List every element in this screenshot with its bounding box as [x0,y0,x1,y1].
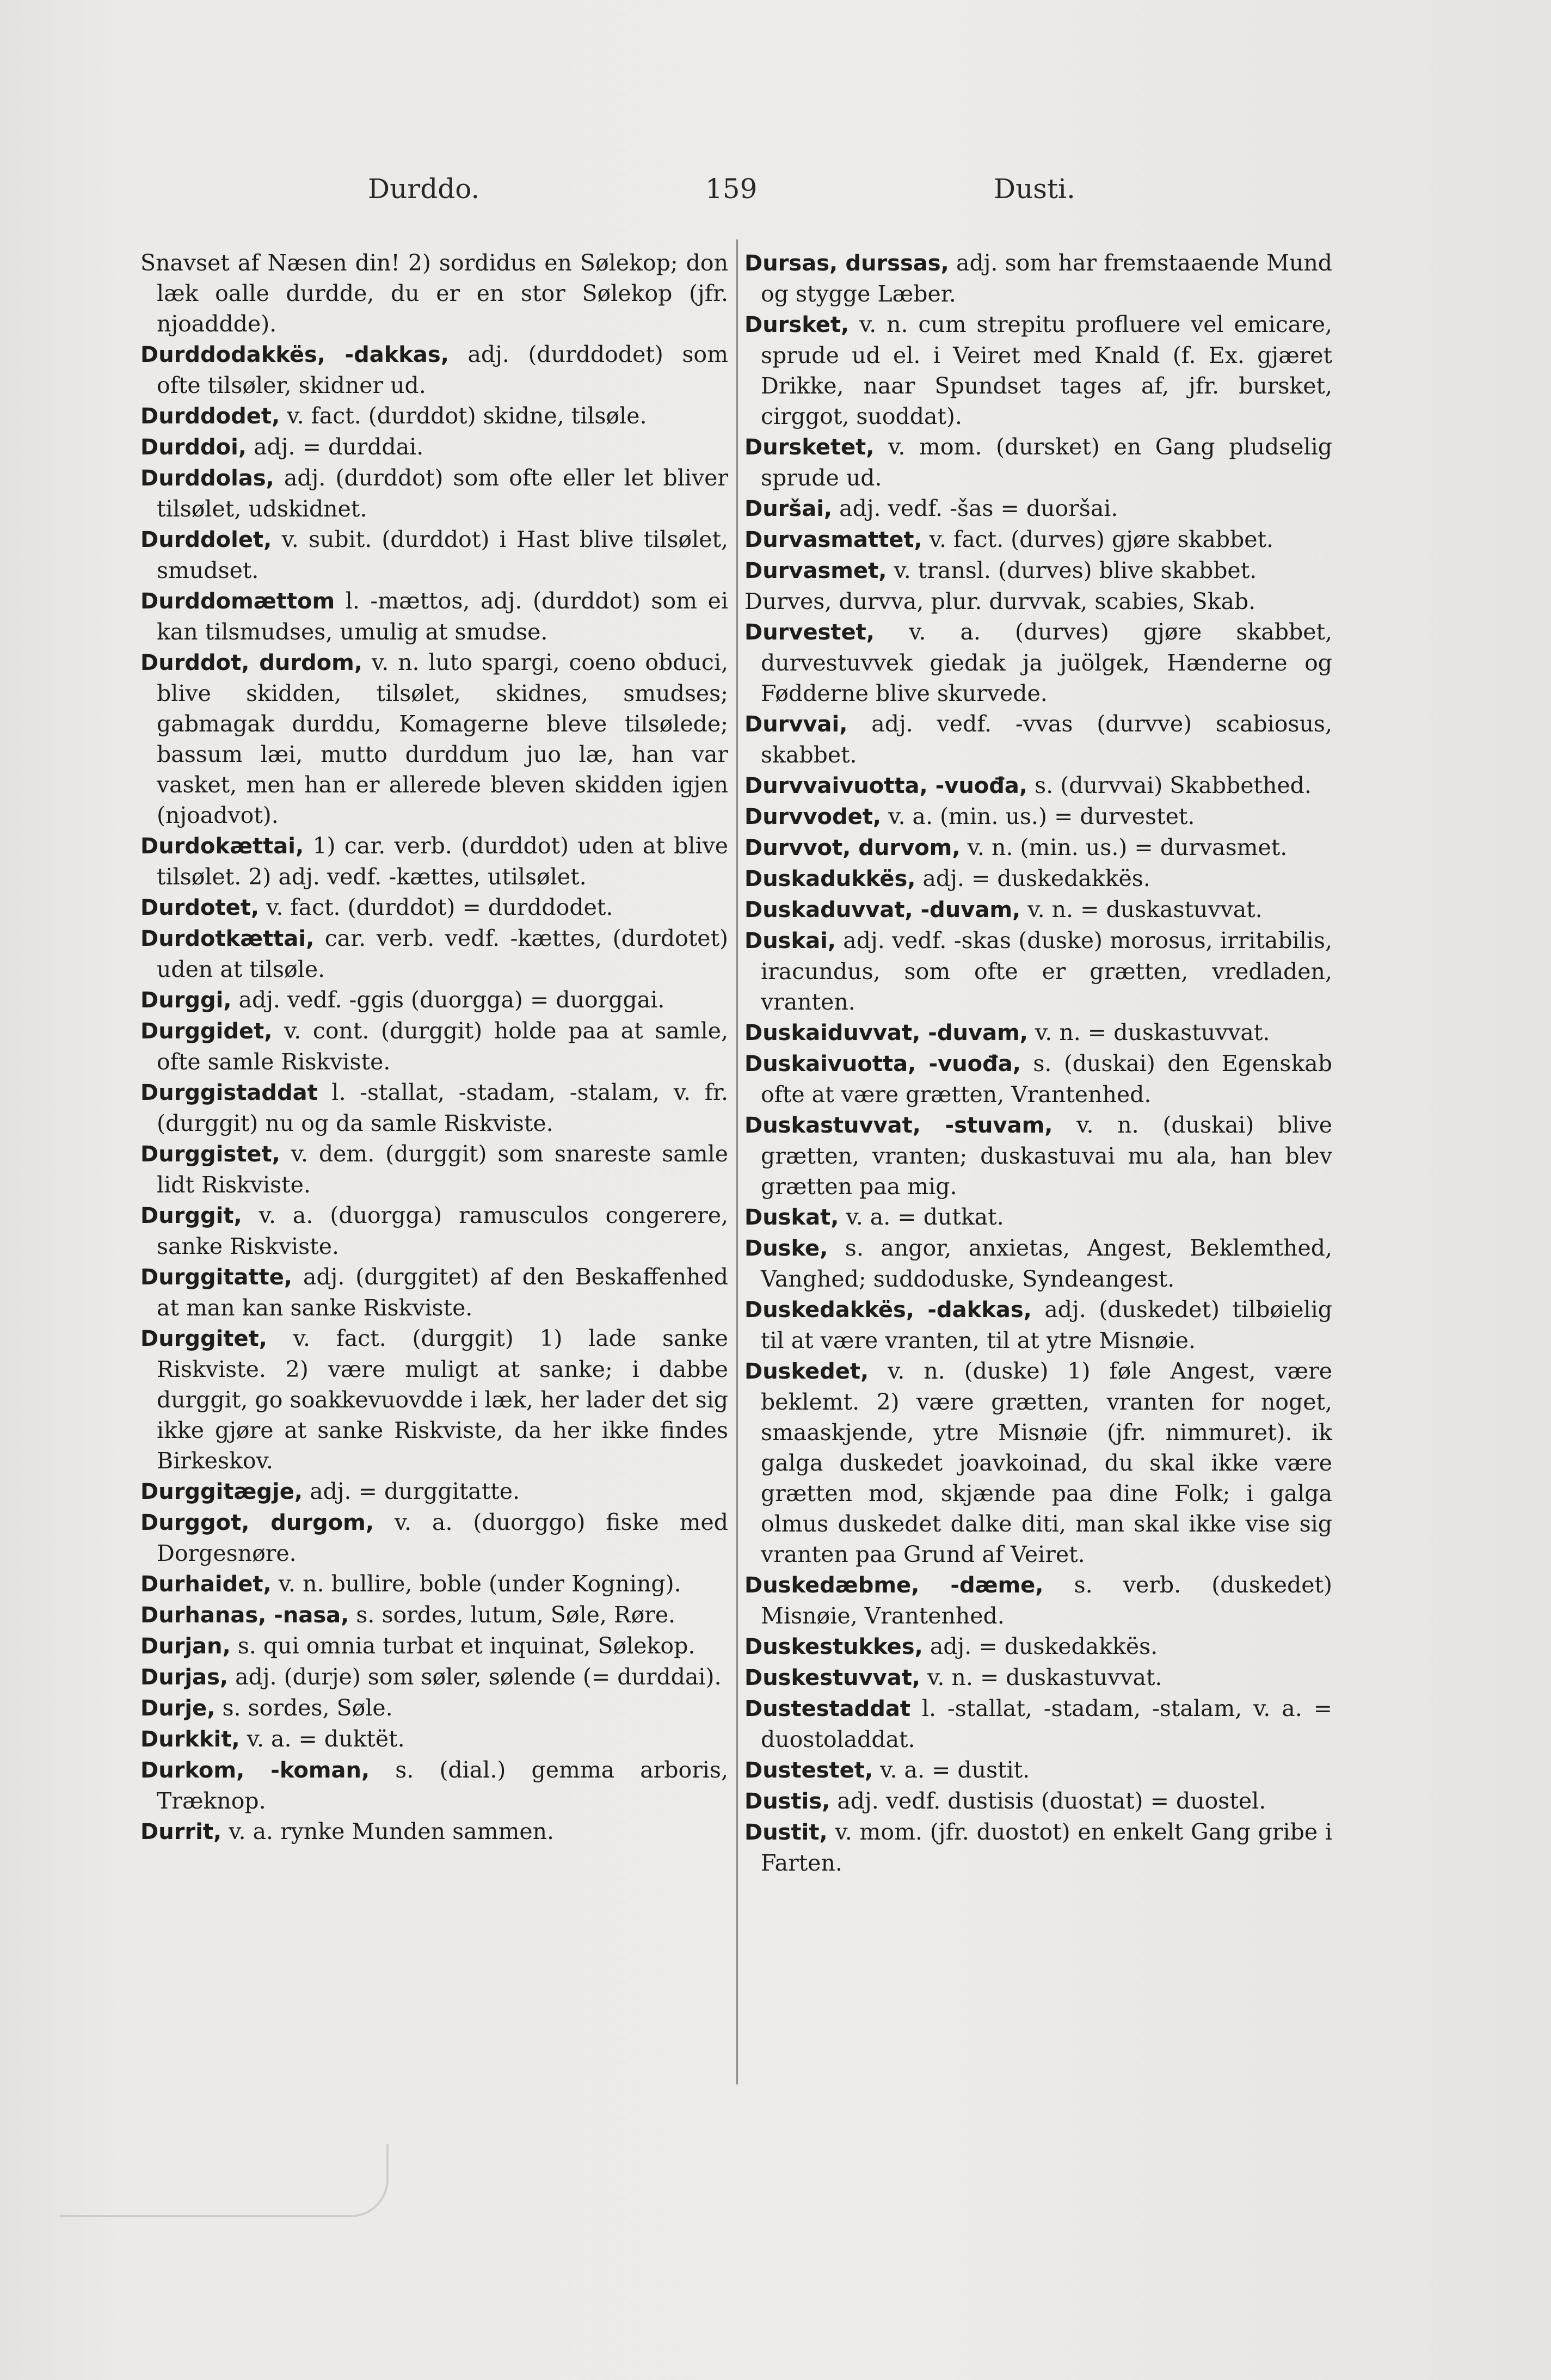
headword: Duskaduvvat, -duvam, [744,897,1021,923]
definition: v. cont. (durggit) holde paa at samle, ofte samle Riskviste. [157,1018,728,1075]
headword: Duskaivuotta, -vuođa, [744,1051,1021,1077]
dictionary-entry [744,1662,1332,1693]
definition: v. n. = duskastuvvat. [920,1664,1162,1690]
dictionary-entry [744,1048,1332,1110]
headword: Durrit, [140,1819,222,1844]
headword: Dustit, [744,1820,828,1845]
definition: adj. (durje) som søler, sølende (= durddai). [228,1664,722,1690]
dictionary-entry [744,1631,1332,1662]
definition: l. -mættos, adj. (durddot) som ei kan tilsmudses, umulig at smudse. [157,588,728,645]
dictionary-entry [140,1323,728,1476]
definition: v. a. = dutkat. [839,1204,1004,1230]
headword: Dursketet, [744,435,875,460]
definition: v. a. = dustit. [873,1757,1030,1783]
dictionary-entry [140,401,728,432]
headword: Durddot, durdom, [140,650,363,675]
definition: v. mom. (jfr. duostot) en enkelt Gang gribe i Farten. [761,1819,1332,1876]
header-last-word: Dusti. [994,173,1075,205]
headword: Dustestet, [744,1758,873,1783]
definition: v. fact. (durves) gjøre skabbet. [922,526,1274,552]
right-column [744,248,1332,1878]
definition: adj. (durddot) som ofte eller let bliver tilsølet, udskidnet. [157,465,728,522]
definition: v. a. (duorggo) fiske med Dorgesnøre. [157,1509,728,1566]
dictionary-entry [744,863,1332,894]
left-column [140,248,728,1847]
dictionary-entry: Snavset af Næsen din! 2) sordidus en Sølekop; don læk oalle durdde, du er en stor Sølekop (jfr. njoaddde). [140,250,728,337]
headword: Duskai, [744,928,836,954]
dictionary-entry [140,524,728,586]
dictionary-entry [744,1786,1332,1817]
headword: Durddomættom [140,589,335,614]
dictionary-entry [744,1110,1332,1202]
dictionary-entry [140,831,728,892]
headword: Durvvai, [744,712,848,737]
dictionary-entry [744,1233,1332,1294]
definition: v. a. (min. us.) = durvestet. [881,803,1195,829]
dictionary-entry [744,1817,1332,1878]
headword: Durddolet, [140,527,272,552]
dictionary-entry [744,1294,1332,1356]
headword: Durdotkættai, [140,926,315,951]
definition: adj. = durddai. [247,434,424,460]
dictionary-entry [140,985,728,1016]
headword: Durddoi, [140,435,247,460]
headword: Durvasmet, [744,558,887,583]
definition: v. n. cum strepitu profluere vel emicare, sprude ud el. i Veiret med Knald (f. Ex. gjæret Drikke, naar Spundset tages af, jfr. bursket, cirggot, suoddat). [761,311,1332,429]
headword: Dursket, [744,312,850,337]
headword: Duskedakkës, -dakkas, [744,1297,1032,1323]
definition: adj. = duskedakkës. [915,865,1150,891]
definition: s. verb. (duskedet) Misnøie, Vrantenhed. [761,1572,1332,1629]
dictionary-entry [744,1356,1332,1570]
headword: Durggitatte, [140,1265,293,1290]
headword: Duskadukkës, [744,866,916,891]
dictionary-entry [744,524,1332,555]
definition: v. n. (min. us.) = durvasmet. [960,834,1288,860]
definition: adj. vedf. -šas = duoršai. [832,495,1118,521]
headword: Durdotet, [140,895,260,920]
definition: v. a. (duorgga) ramusculos congerere, sanke Riskviste. [157,1202,728,1259]
headword: Durjan, [140,1634,231,1659]
definition: v. n. (duskai) blive grætten, vranten; duskastuvai mu ala, han blev grætten paa mig. [761,1112,1332,1200]
definition: adj. (durddodet) som ofte tilsøler, skidner ud. [157,341,728,398]
definition: adj. (duskedet) tilbøielig til at være vranten, til at ytre Misnøie. [761,1296,1332,1354]
definition: v. n. = duskastuvvat. [1020,896,1263,923]
dictionary-entry [140,1077,728,1139]
definition: adj. = duskedakkës. [922,1633,1158,1659]
headword: Dursas, durssas, [744,251,949,276]
dictionary-entry [744,493,1332,524]
headword: Durggi, [140,988,232,1013]
dictionary-entry [140,1507,728,1569]
dictionary-entry [140,647,728,831]
dictionary-entry [744,770,1332,801]
definition: s. (durvvai) Skabbethed. [1027,772,1312,798]
dictionary-entry [140,1476,728,1507]
definition: v. n. bullire, boble (under Kogning). [271,1571,681,1597]
dictionary-entry: Durves, durvva, plur. durvvak, scabies, Skab. [744,588,1256,614]
headword: Duskaiduvvat, -duvam, [744,1020,1028,1046]
dictionary-entry [744,309,1332,432]
headword: Durggit, [140,1203,242,1228]
scan-artifact [60,2144,389,2217]
dictionary-entry [140,463,728,524]
headword: Duskedet, [744,1359,869,1384]
headword: Durje, [140,1696,216,1721]
dictionary-entry [140,1600,728,1631]
headword: Durggidet, [140,1019,273,1044]
headword: Duske, [744,1236,828,1261]
headword: Durddodakkës, -dakkas, [140,342,449,367]
headword: Durvestet, [744,620,875,645]
dictionary-entry [744,1202,1332,1233]
dictionary-entry [140,923,728,985]
definition: adj. som har fremstaaende Mund og stygge Læber. [761,250,1332,307]
dictionary-entry [140,1662,728,1693]
headword: Durdokættai, [140,834,304,859]
headword: Duskastuvvat, -stuvam, [744,1113,1053,1138]
dictionary-entry [744,894,1332,925]
headword: Durvvodet, [744,804,882,829]
dictionary-entry [140,586,728,647]
definition: v. transl. (durves) blive skabbet. [887,557,1257,583]
dictionary-entry [744,925,1332,1017]
dictionary-entry [744,1693,1332,1755]
header-first-word: Durddo. [368,173,480,205]
dictionary-entry [140,1693,728,1724]
definition: adj. vedf. dustisis (duostat) = duostel. [830,1788,1266,1814]
definition: s. sordes, Søle. [215,1695,393,1721]
headword: Durkom, -koman, [140,1758,370,1783]
definition: v. fact. (durddot) = durddodet. [259,894,613,920]
dictionary-entry [140,432,728,463]
definition: v. dem. (durggit) som snareste samle lidt Riskviste. [157,1141,728,1198]
headword: Duskestukkes, [744,1634,923,1659]
definition: adj. = durggitatte. [303,1478,520,1504]
definition: v. n. (duske) 1) føle Angest, være beklemt. 2) være grætten, vranten for noget, smaaskjende, ytre Misnøie (jfr. nimmuret). ik galga duskedet joavkoinad, du skal ikke være grætten mod, skjænde paa dine Folk; i galga olmus duskedet dalke diti, man skal ikke vise sig vranten paa Grund af Veiret. [761,1358,1332,1567]
dictionary-entry [140,1569,728,1600]
dictionary-entry [744,832,1332,863]
definition: adj. (durggitet) af den Beskaffenhed at man kan sanke Riskviste. [157,1264,728,1321]
dictionary-entry [744,555,1332,586]
dictionary-entry [140,892,728,923]
definition: s. (duskai) den Egenskab ofte at være grætten, Vrantenhed. [761,1050,1332,1108]
dictionary-entry [744,617,1332,709]
headword: Durjas, [140,1665,229,1690]
headword: Durggistaddat [140,1080,318,1105]
definition: s. angor, anxietas, Angest, Beklemthed, Vanghed; suddoduske, Syndeangest. [761,1235,1332,1292]
dictionary-entry [140,1631,728,1662]
headword: Duskestuvvat, [744,1665,921,1690]
dictionary-entry [140,1755,728,1816]
headword: Duskedæbme, -dæme, [744,1573,1044,1598]
definition: adj. vedf. -vvas (durvve) scabiosus, skabbet. [761,711,1332,768]
dictionary-entry [140,1139,728,1200]
definition: v. a. (durves) gjøre skabbet, durvestuvvek giedak ja juölgek, Hænderne og Fødderne blive skurvede. [761,619,1332,706]
dictionary-entry [140,1016,728,1077]
headword: Dustis, [744,1789,830,1814]
headword: Dustestaddat [744,1696,911,1721]
headword: Durvvaivuotta, -vuođa, [744,773,1028,798]
headword: Duršai, [744,496,833,521]
headword: Durkkit, [140,1727,240,1752]
headword: Durddolas, [140,466,274,491]
dictionary-entry [744,248,1332,309]
definition: l. -stallat, -stadam, -stalam, v. a. = duostoladdat. [761,1695,1332,1752]
definition: s. (dial.) gemma arboris, Træknop. [157,1757,728,1814]
headword: Durggitet, [140,1326,267,1351]
definition: v. fact. (durggit) 1) lade sanke Riskviste. 2) være muligt at sanke; i dabbe durggit, go soakkevuovdde i læk, her lader det sig ikke gjøre at sanke Riskviste, da her ikke findes Birkeskov. [157,1325,728,1474]
dictionary-entry [744,1755,1332,1786]
definition: v. a. = duktët. [239,1726,405,1752]
headword: Durddodet, [140,404,280,429]
page-number: 159 [705,173,758,205]
headword: Durvvot, durvom, [744,835,961,860]
dictionary-entry [744,1570,1332,1631]
definition: 1) car. verb. (durddot) uden at blive tilsølet. 2) adj. vedf. -kættes, utilsølet. [157,833,728,890]
definition: v. n. luto spargi, coeno obduci, blive skidden, tilsølet, skidnes, smudses; gabmagak durddu, Komagerne bleve tilsølede; bassum læi, mutto durddum juo læ, han var vasket, men han er allerede bleven skidden igjen (njoadvot). [157,649,729,828]
dictionary-entry [140,1262,728,1323]
headword: Durggistet, [140,1142,280,1167]
definition: s. sordes, lutum, Søle, Røre. [349,1602,676,1628]
definition: v. n. = duskastuvvat. [1027,1019,1270,1046]
definition: car. verb. vedf. -kættes, (durdotet) uden at tilsøle. [157,925,728,982]
definition: v. subit. (durddot) i Hast blive tilsølet, smudset. [157,526,728,583]
dictionary-entry [744,432,1332,493]
headword: Durggitægje, [140,1479,303,1504]
dictionary-entry [744,1017,1332,1048]
headword: Durhaidet, [140,1572,272,1597]
definition: v. mom. (dursket) en Gang pludselig sprude ud. [761,434,1332,491]
dictionary-entry [140,1200,728,1262]
definition: s. qui omnia turbat et inquinat, Sølekop. [230,1633,696,1659]
definition: adj. vedf. -skas (duske) morosus, irritabilis, iracundus, som ofte er grætten, vredladen, vranten. [761,927,1332,1015]
dictionary-entry [140,339,728,401]
column-divider [736,239,738,2084]
running-header [0,173,1551,217]
definition: l. -stallat, -stadam, -stalam, v. fr. (durggit) nu og da samle Riskviste. [157,1079,728,1136]
headword: Duskat, [744,1205,839,1230]
headword: Durvasmattet, [744,527,922,552]
dictionary-entry [140,1816,728,1847]
dictionary-entry [744,709,1332,770]
dictionary-entry [140,1724,728,1755]
definition: v. a. rynke Munden sammen. [221,1818,555,1844]
definition: v. fact. (durddot) skidne, tilsøle. [280,403,647,429]
definition: adj. vedf. -ggis (duorgga) = duorggai. [231,987,665,1013]
headword: Durggot, durgom, [140,1510,374,1535]
dictionary-entry [744,801,1332,832]
headword: Durhanas, -nasa, [140,1603,349,1628]
